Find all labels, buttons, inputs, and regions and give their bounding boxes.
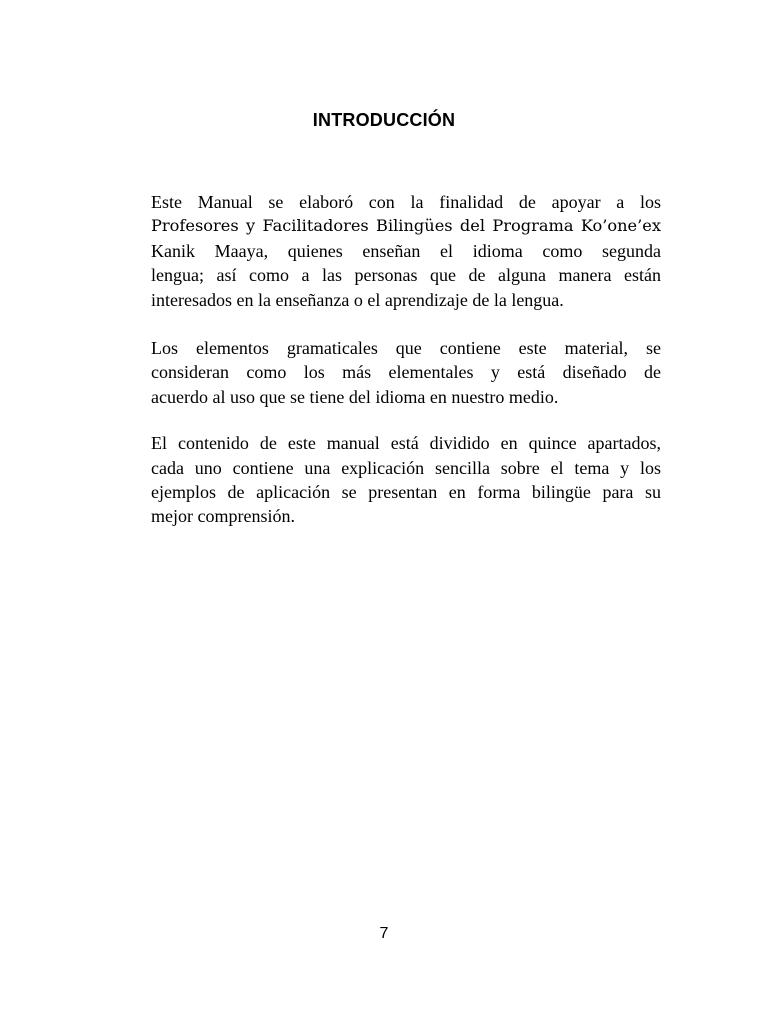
text-line: Kanik Maaya, quienes enseñan el idioma como segunda xyxy=(151,240,661,261)
text-line: interesados en la enseñanza o el aprendizaje de la lengua. xyxy=(151,289,564,310)
text-line: Profesores y Facilitadores Bilingües del Programa Ko’one’ex xyxy=(151,216,661,236)
text-line: Este Manual se elaboró con la finalidad de apoyar a los xyxy=(151,192,661,212)
body-text xyxy=(151,190,661,529)
paragraph-2 xyxy=(151,336,661,409)
paragraph-3 xyxy=(151,431,661,529)
text-line: lengua; así como a las personas que de alguna manera están xyxy=(151,265,661,286)
text-line: Los elementos gramaticales que contiene este material, se xyxy=(151,337,661,358)
text-line: El contenido de este manual está dividido en quince apartados, xyxy=(151,433,661,454)
paragraph-1 xyxy=(151,190,661,312)
text-line: mejor comprensión. xyxy=(151,506,295,527)
text-line: ejemplos de aplicación se presentan en forma bilingüe para su xyxy=(151,481,661,502)
page-title: INTRODUCCIÓN xyxy=(312,110,456,130)
text-line: cada uno contiene una explicación sencilla sobre el tema y los xyxy=(151,457,661,478)
page-number: 7 xyxy=(379,925,389,942)
text-line: consideran como los más elementales y está diseñado de xyxy=(151,362,661,383)
text-line: acuerdo al uso que se tiene del idioma en nuestro medio. xyxy=(151,386,559,407)
